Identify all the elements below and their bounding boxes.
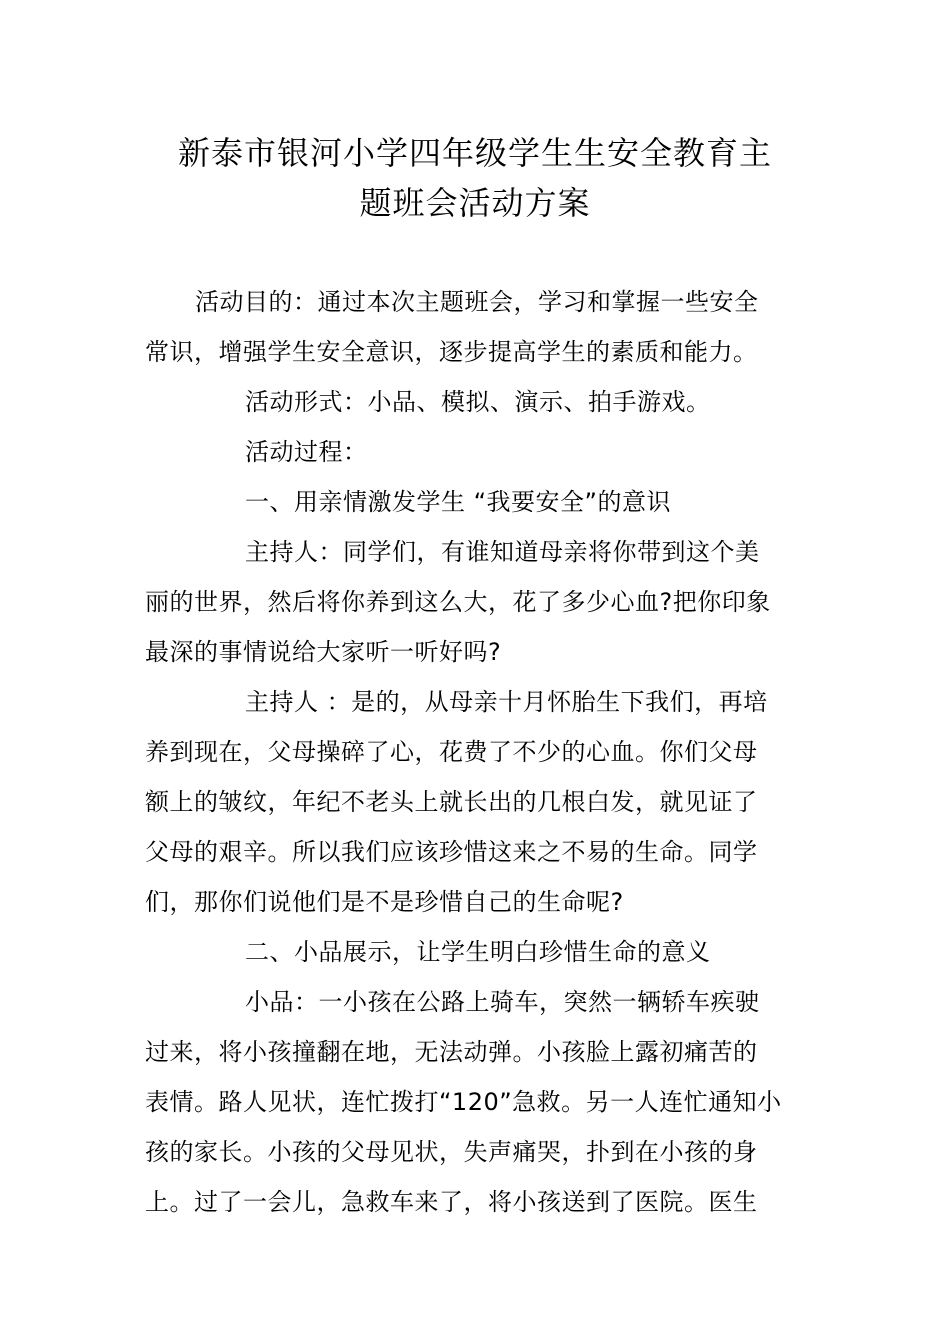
skit-paragraph-line-2: 过来，将小孩撞翻在地，无法动弹。小孩脸上露初痛苦的 (145, 1038, 758, 1066)
host-paragraph-2-line-3: 额上的皱纹，年纪不老头上就长出的几根白发，就见证了 (145, 788, 758, 816)
section-heading-1: 一、用亲情激发学生 “我要安全”的意识 (245, 488, 671, 516)
skit-paragraph-line-3: 表情。路人见状，连忙拨打“120”急救。另一人连忙通知小 (145, 1088, 782, 1116)
paragraph-format: 活动形式：小品、模拟、演示、拍手游戏。 (245, 388, 711, 416)
host-paragraph-1-line-1: 主持人：同学们，有谁知道母亲将你带到这个美 (245, 538, 760, 566)
document-title (145, 128, 805, 228)
host-paragraph-2-line-4: 父母的艰辛。所以我们应该珍惜这来之不易的生命。同学 (145, 838, 758, 866)
title-line-2: 题班会活动方案 (359, 184, 591, 222)
host-paragraph-2-line-5: 们，那你们说他们是不是珍惜自己的生命呢? (145, 888, 624, 916)
host-paragraph-2-line-2: 养到现在，父母操碎了心，花费了不少的心血。你们父母 (145, 738, 758, 766)
section-heading-2: 二、小品展示，让学生明白珍惜生命的意义 (245, 938, 711, 966)
skit-paragraph-line-4: 孩的家长。小孩的父母见状，失声痛哭，扑到在小孩的身 (145, 1138, 758, 1166)
host-paragraph-1-line-2: 丽的世界，然后将你养到这么大，花了多少心血?把你印象 (145, 588, 771, 616)
host-paragraph-1-line-3: 最深的事情说给大家听一听好吗? (145, 638, 502, 666)
paragraph-purpose-line-1: 活动目的：通过本次主题班会，学习和掌握一些安全 (195, 288, 759, 316)
host-paragraph-2-line-1: 主持人 ：是的，从母亲十月怀胎生下我们，再培 (245, 688, 768, 716)
title-line-1: 新泰市银河小学四年级学生生安全教育主 (177, 134, 772, 172)
paragraph-process-heading: 活动过程： (245, 438, 368, 466)
skit-paragraph-line-1: 小品：一小孩在公路上骑车，突然一辆轿车疾驶 (245, 988, 760, 1016)
paragraph-purpose-line-2: 常识，增强学生安全意识，逐步提高学生的素质和能力。 (145, 338, 758, 366)
skit-paragraph-line-5: 上。过了一会儿，急救车来了，将小孩送到了医院。医生 (145, 1188, 758, 1216)
